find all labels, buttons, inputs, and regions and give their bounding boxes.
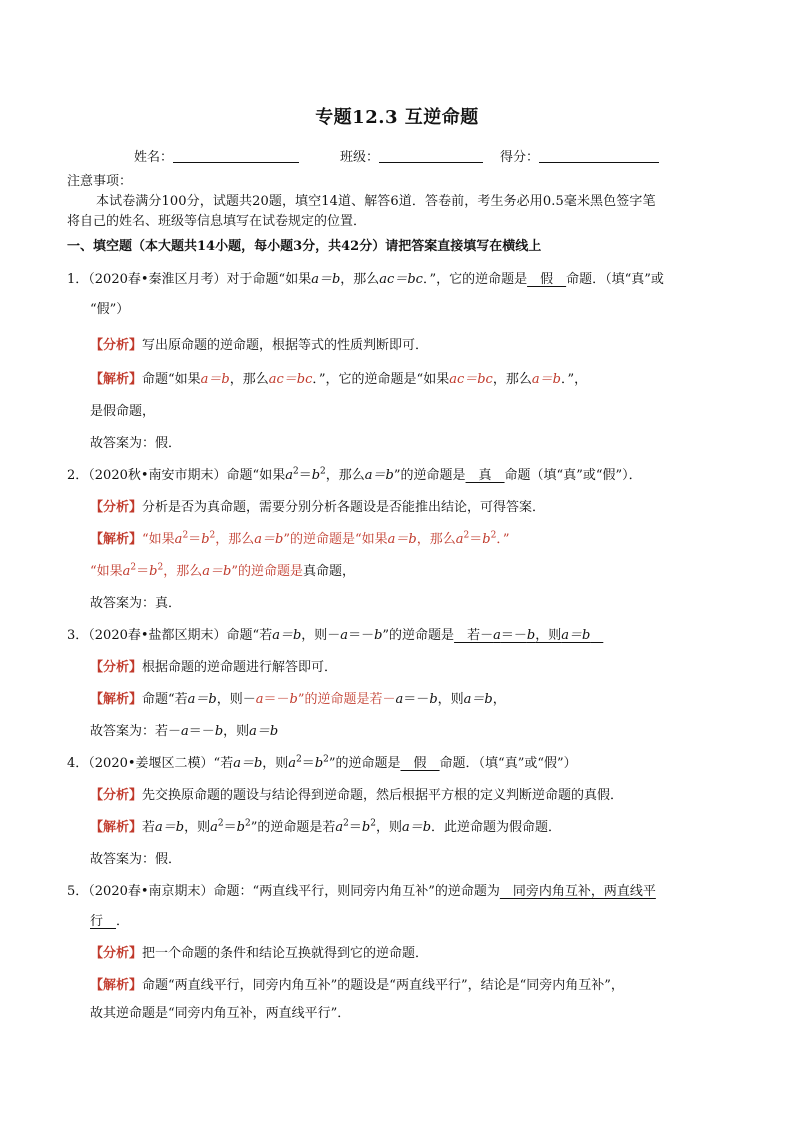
q1-solution-cont: 是假命题， [90,404,156,419]
q5-solution-cont: 故其逆命题是“同旁内角互补，两直线平行”． [90,1006,351,1021]
math-exp: 2 [244,818,251,829]
text: “若 [213,756,234,771]
math-expr: b [429,692,438,707]
text: 若－ [155,724,182,739]
text: ，那么 [325,468,365,483]
math-exp: 2 [130,562,137,573]
math-expr: ac＝bc [379,272,423,287]
math-expr: a＝b [272,628,302,643]
text: 把一个命题的条件和结论互换就得到它的逆命题． [142,946,429,961]
q3-analysis [90,658,337,678]
math-expr: a [285,468,293,483]
math-expr: b [201,532,210,547]
score-blank[interactable] [539,148,659,163]
math-expr: a＝b [364,468,394,483]
q5-source: （2020春•南京期末） [88,884,214,899]
text: ”的逆命题是 [382,628,455,643]
q5-answer-blank[interactable]: 同旁内角互补，两直线平 [499,884,656,899]
math-expr: a＝b [387,532,417,547]
analysis-tag: 【分析】 [90,660,143,675]
text: ，那么 [163,564,203,579]
q2-solution [90,530,509,550]
text: 先交换原命题的题设与结论得到逆命题，然后根据平方根的定义判断逆命题的真假． [142,788,624,803]
q1-answer-blank[interactable]: 假 [527,272,567,287]
math-expr: b [311,468,321,483]
text: 分析是否为真命题，需要分别分析各题设是否能推出结论，可得答案． [142,500,546,515]
text: ”的逆命题是 [231,564,303,579]
q1-source: （2020春•秦淮区月考） [88,272,227,287]
text: ”的逆命题是若 [250,820,336,835]
q1-stem-cont: “假”） [90,302,130,317]
math-exp: 2 [463,530,470,541]
q5-answer-blank-cont[interactable]: 行 [90,914,117,929]
math-expr: a [255,692,264,707]
text: 命题．（填“真”或 [566,272,664,287]
text: “如果 [90,564,123,579]
text: ＝－ [263,692,290,707]
text: ，那么 [492,372,532,387]
math-expr: a [210,820,218,835]
q4-answer-blank[interactable]: 假 [400,756,440,771]
math-expr: b [236,820,245,835]
math-expr: a [455,532,464,547]
math-expr: a＝b [561,628,591,643]
math-expr: a [493,628,501,643]
math-expr: a [122,564,131,579]
q2-answer-blank[interactable]: 真 [465,468,505,483]
q4-number: 4． [67,756,89,771]
math-exp: 2 [490,530,497,541]
q4-analysis [90,786,623,806]
text: ．”， [560,372,588,387]
q5-analysis [90,944,428,964]
math-exp: 2 [323,754,329,765]
analysis-tag: 【分析】 [90,500,143,515]
q2-solution-2 [90,562,355,582]
text: ，则－ [216,692,256,707]
math-expr: ＝ [348,820,362,835]
math-expr: ＝ [469,532,483,547]
text: 命题．（填“真”或“假”） [439,756,577,771]
math-expr: ＝ [188,532,202,547]
text: 真． [155,596,182,611]
text: ． [116,914,130,929]
math-expr: a＝b [311,272,341,287]
math-expr: b [289,692,298,707]
q1-analysis [90,336,428,356]
page-title: 专题12.3 互逆命题 [315,107,479,128]
q2-number: 2． [67,468,89,483]
text: 真命题， [302,564,355,579]
text: ＝－ [500,628,527,643]
math-expr: ＝ [301,756,315,771]
text: 故答案为： [90,436,156,451]
math-expr: a＝b [249,724,279,739]
math-expr: b [149,564,158,579]
analysis-tag: 【分析】 [90,788,143,803]
text: 命题（填“真”或“假”）． [504,468,642,483]
text: ”的逆命题是 [393,468,466,483]
text: 假． [155,852,182,867]
math-expr: b [214,724,224,739]
text: 根据命题的逆命题进行解答即可． [142,660,338,675]
text: 若 [142,820,156,835]
text: 命题“若 [226,628,273,643]
math-expr: ＝ [298,468,312,483]
math-expr: ac＝bc [449,372,493,387]
solution-tag: 【解析】 [90,820,143,835]
notice-line-1: 本试卷满分100分，试题共20题，填空14道、解答6道．答卷前，考生务必用0.5毫米黑色签字笔 [96,194,656,209]
notice-line-2: 将自己的姓名、班级等信息填写在试卷规定的位置． [67,214,367,229]
text: ，则 [262,756,289,771]
text: ，那么 [340,272,380,287]
text: 故答案为： [90,852,156,867]
text: “如果 [142,532,175,547]
solution-tag: 【解析】 [90,372,143,387]
text: ，那么 [229,372,269,387]
class-blank[interactable] [379,148,483,163]
solution-tag: 【解析】 [90,692,143,707]
math-exp: 2 [157,562,164,573]
class-field[interactable] [340,146,483,165]
math-exp: 2 [292,466,299,477]
math-exp: 2 [296,754,302,765]
q4-final [90,850,181,870]
q4-stem [67,754,577,774]
math-expr: a [181,724,189,739]
text: 若－ [454,628,494,643]
solution-tag: 【解析】 [90,532,143,547]
q3-source: （2020春•盐都区期末） [88,628,227,643]
text: ，那么 [215,532,255,547]
math-expr: a＝b [254,532,284,547]
math-expr: a＝b [233,756,263,771]
math-exp: 2 [343,818,349,829]
text: 故答案为： [90,596,156,611]
q3-solution [90,690,506,710]
q1-final [90,434,181,454]
math-exp: 2 [320,466,326,477]
math-expr: a＝b [463,692,493,707]
math-exp: 2 [209,530,216,541]
q3-number: 3． [67,628,89,643]
name-field[interactable] [134,146,299,165]
math-expr: a＝b [202,564,232,579]
math-expr: ac＝bc [268,372,313,387]
text: 写出原命题的逆命题，根据等式的性质判断即可． [142,338,429,353]
text: ，则 [375,820,402,835]
q5-stem-cont [90,912,129,932]
math-expr: a [174,532,183,547]
q4-source: （2020•姜堰区二模） [88,756,214,771]
text: 命题“两直线平行，同旁内角互补”的题设是“两直线平行”，结论是“同旁内角互补”， [142,978,624,993]
class-label: 班级： [340,150,380,165]
q1-stem [67,270,664,290]
text: ”的逆命题是“如果 [283,532,388,547]
notice-heading: 注意事项： [67,174,133,189]
math-expr: a＝b [155,820,185,835]
q2-final [90,594,181,614]
q5-stem [67,882,656,902]
text: ．此逆命题为假命题． [431,820,562,835]
q4-solution [90,818,561,838]
text: ，那么 [416,532,456,547]
score-label: 得分： [500,150,540,165]
q2-analysis [90,498,545,518]
math-exp: 2 [217,818,224,829]
analysis-tag: 【分析】 [90,338,143,353]
math-expr: a [335,820,344,835]
name-blank[interactable] [173,148,299,163]
text: 命题：“两直线平行，则同旁内角互补”的逆命题为 [213,884,500,899]
text: ，则 [535,628,562,643]
text: ，则 [184,820,211,835]
math-expr: a＝b [401,820,432,835]
text: ，则 [437,692,464,707]
text: 对于命题“如果 [226,272,312,287]
text: ．”，它的逆命题是“如果 [312,372,450,387]
q3-final [90,722,278,742]
q5-number: 5． [67,884,89,899]
text: ， [492,692,506,707]
math-exp: 2 [370,818,376,829]
math-expr: a [288,756,297,771]
q2-stem [67,466,642,486]
math-expr: a [340,628,349,643]
math-expr: b [526,628,536,643]
text: 命题“若 [142,692,188,707]
math-expr: a [395,692,404,707]
math-expr: a＝b [531,372,561,387]
section-heading: 一、填空题（本大题共14小题，每小题3分，共42分）请把答案直接填写在横线上 [67,239,542,254]
score-field[interactable] [500,146,659,165]
text [590,628,603,643]
solution-tag: 【解析】 [90,978,143,993]
q2-source: （2020秋•南安市期末） [88,468,227,483]
text: 故答案为： [90,724,156,739]
math-exp: 2 [182,530,189,541]
text: ．”，它的逆命题是 [422,272,528,287]
text: ．” [496,532,510,547]
math-expr: a＝b [187,692,217,707]
math-expr: b [482,532,491,547]
q3-stem [67,626,603,646]
text: 命题“如果 [226,468,286,483]
analysis-tag: 【分析】 [90,946,143,961]
math-expr: ＝ [223,820,237,835]
q1-number: 1． [67,272,89,287]
text: ，则 [223,724,250,739]
name-label: 姓名： [134,150,174,165]
q5-solution [90,976,624,996]
q3-answer-blank[interactable] [454,628,603,643]
text: ＝－ [188,724,215,739]
text: ”的逆命题是 [328,756,401,771]
text: ，则－ [301,628,341,643]
math-expr: b [314,756,324,771]
student-info-row [134,146,694,166]
text: 命题“如果 [142,372,201,387]
text: 假． [155,436,182,451]
math-expr: b [361,820,371,835]
text: ＝－ [348,628,375,643]
text: ＝－ [403,692,430,707]
text: ”的逆命题是若－ [297,692,396,707]
q1-solution [90,370,587,390]
math-expr: a＝b [200,372,230,387]
math-expr: b [374,628,383,643]
math-expr: ＝ [136,564,150,579]
